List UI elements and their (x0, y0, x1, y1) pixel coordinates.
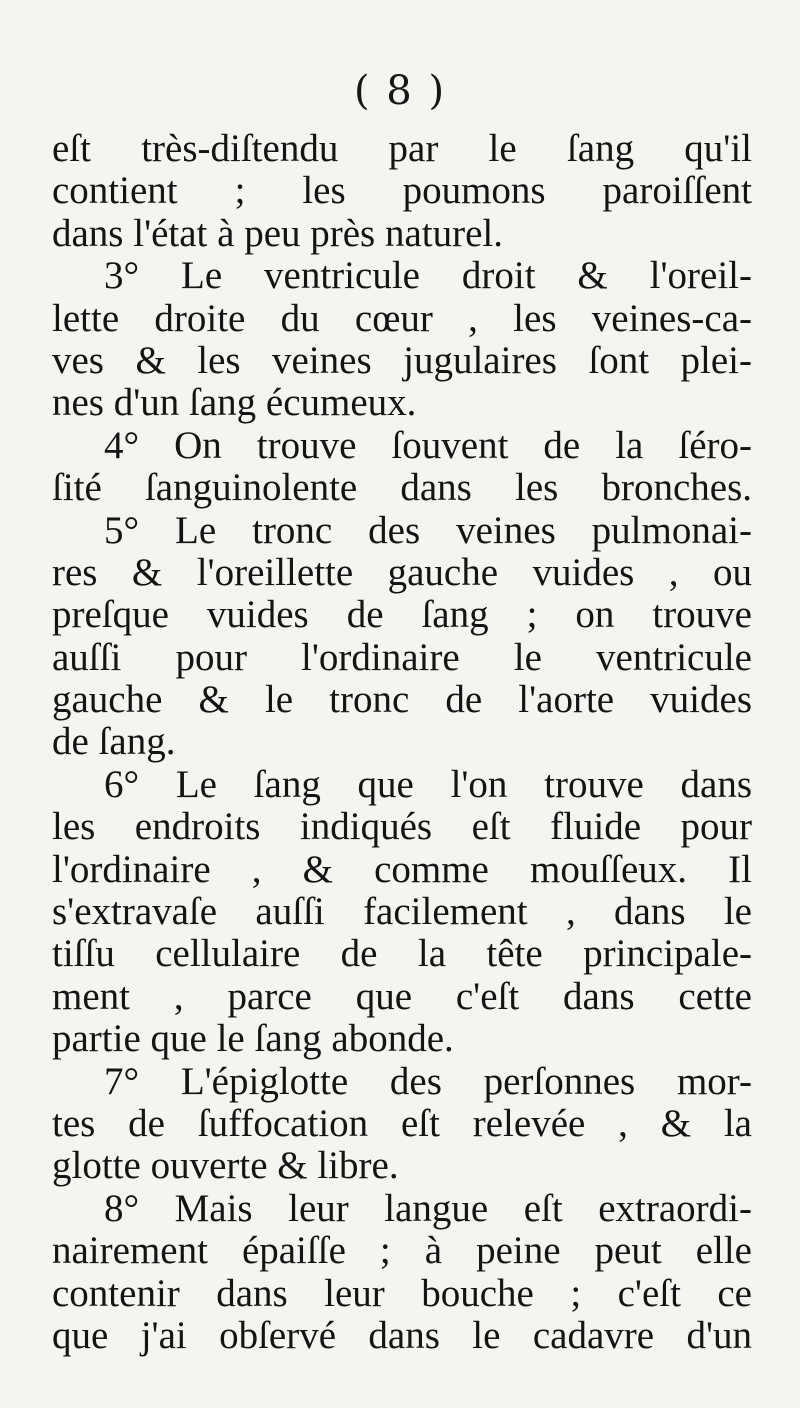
text-line: tes de ſuffocation eſt relevée , & la (52, 1101, 752, 1145)
text-line: auſſi pour l'ordinaire le ventricule (52, 635, 752, 679)
text-line: nes d'un ſang écumeux. (52, 381, 417, 425)
body-text (52, 128, 752, 1357)
text-line: ſité ſanguinolente dans les bronches. (52, 466, 752, 510)
text-line: eſt très-diſtendu par le ſang qu'il (52, 127, 752, 170)
text-line: contenir dans leur bouche ; c'eſt ce (52, 1271, 752, 1315)
page-number: ( 8 ) (353, 68, 447, 114)
text-line: partie que le ſang abonde. (52, 1017, 454, 1061)
text-line: nairement épaiſſe ; à peine peut elle (52, 1229, 752, 1273)
text-line: 8° Mais leur langue eſt extraordi- (104, 1186, 752, 1230)
text-line: 5° Le tronc des veines pulmonai- (104, 508, 752, 552)
text-line: 6° Le ſang que l'on trouve dans (104, 762, 752, 806)
text-line: gauche & le tronc de l'aorte vuides (52, 678, 752, 722)
text-line: de ſang. (52, 720, 176, 764)
text-line: s'extravaſe auſſi facilement , dans le (52, 890, 752, 934)
text-line: res & l'oreillette gauche vuides , ou (52, 550, 752, 594)
text-line: 7° L'épiglotte des perſonnes mor- (104, 1059, 752, 1103)
text-line: ment , parce que c'eſt dans cette (52, 974, 752, 1018)
text-line: l'ordinaire , & comme mouſſeux. Il (52, 847, 752, 891)
text-line: contient ; les poumons paroiſſent (52, 169, 752, 213)
text-line: les endroits indiqués eſt fluide pour (52, 805, 752, 849)
text-line: preſque vuides de ſang ; on trouve (52, 593, 752, 637)
text-line: 3° Le ventricule droit & l'oreil- (104, 254, 752, 298)
text-line: dans l'état à peu près naturel. (52, 211, 504, 255)
text-line: lette droite du cœur , les veines-ca- (52, 296, 752, 340)
text-line: ves & les veines jugulaires ſont plei- (52, 338, 752, 382)
text-line: glotte ouverte & libre. (52, 1144, 399, 1188)
text-line: 4° On trouve ſouvent de la ſéro- (104, 423, 752, 467)
text-line: tiſſu cellulaire de la tête principale- (52, 932, 752, 976)
text-line: que j'ai obſervé dans le cadavre d'un (52, 1313, 752, 1357)
